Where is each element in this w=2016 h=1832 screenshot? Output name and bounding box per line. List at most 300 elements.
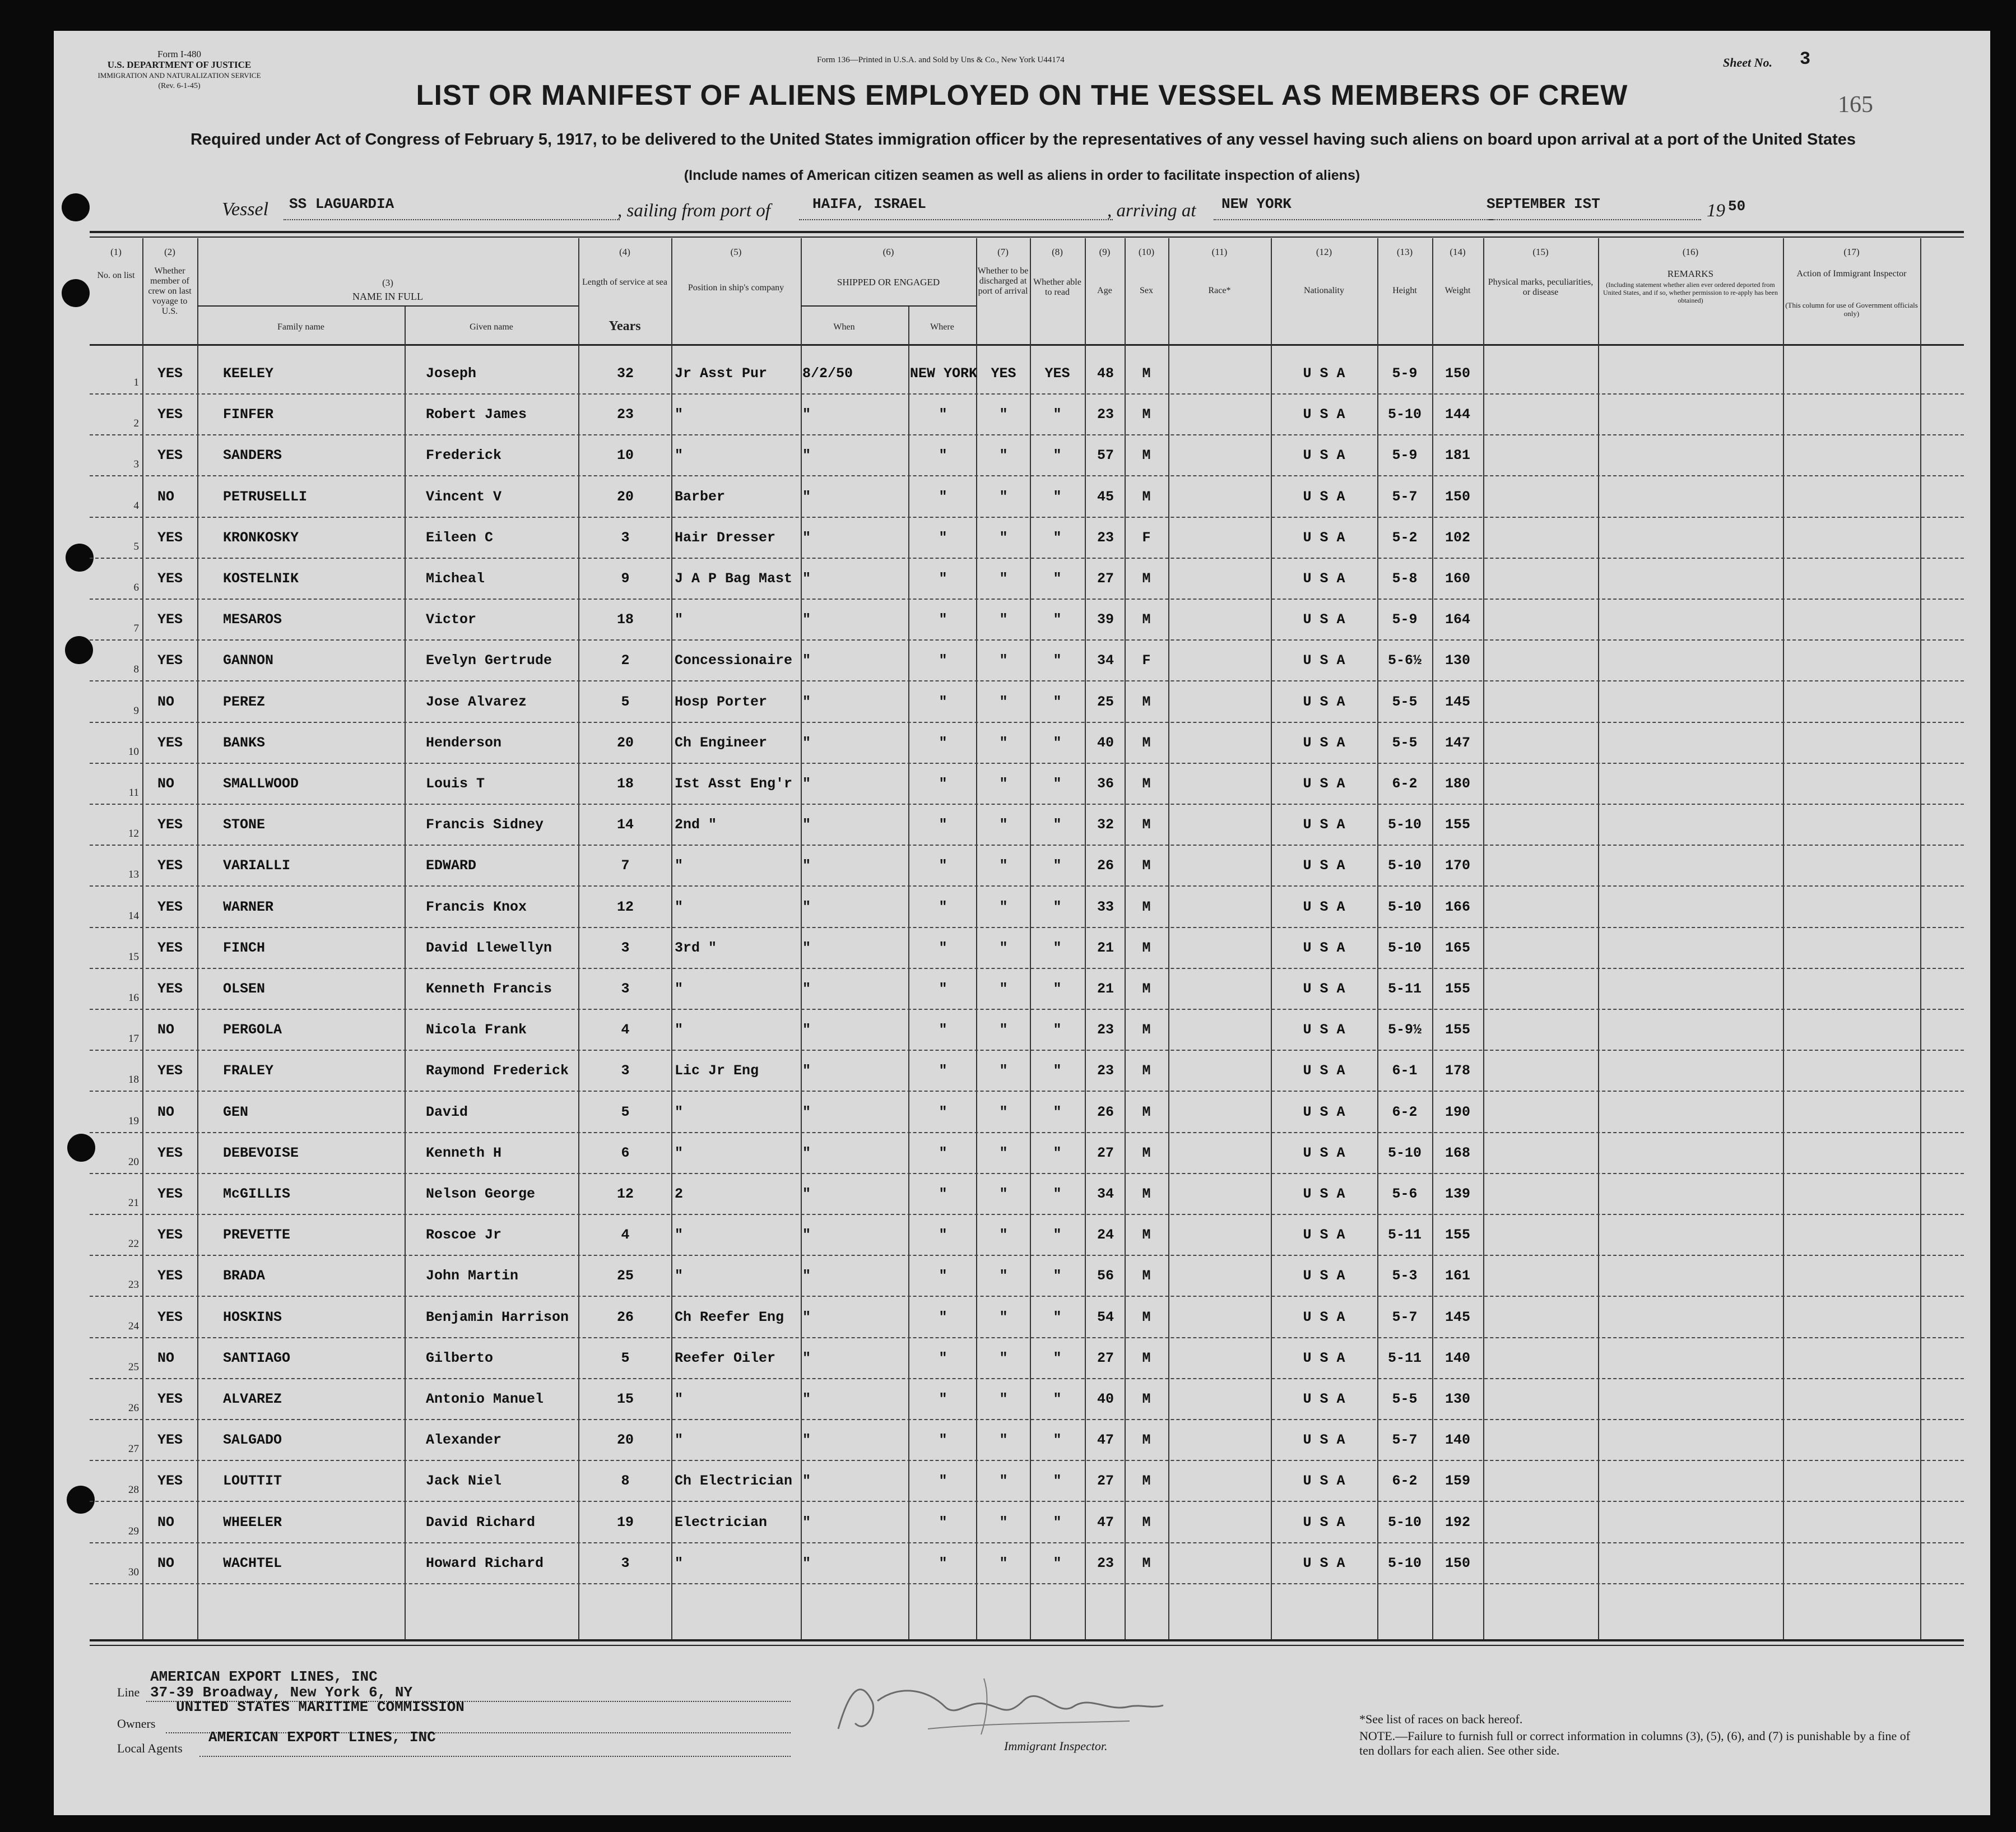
- cell-shipped-when: ": [802, 1022, 811, 1038]
- agents-label: Local Agents: [117, 1741, 183, 1755]
- cell-years-service: 20: [616, 1432, 634, 1449]
- cell-height: 5-10: [1387, 939, 1422, 956]
- cell-shipped-when: ": [802, 734, 811, 751]
- cell-discharged: ": [999, 734, 1008, 751]
- cell-given-name: David Richard: [426, 1514, 536, 1530]
- cell-nationality: U S A: [1303, 611, 1345, 628]
- vessel-label: Vessel: [222, 199, 269, 220]
- row-separator: [90, 885, 1964, 887]
- cell-nationality: U S A: [1303, 488, 1345, 505]
- cell-nationality: U S A: [1303, 776, 1345, 792]
- cell-weight: 165: [1444, 939, 1470, 956]
- cell-age: 21: [1097, 939, 1114, 956]
- cell-discharged: ": [999, 1391, 1008, 1407]
- cell-sex: M: [1142, 981, 1151, 997]
- row-separator: [90, 1501, 1964, 1502]
- cell-shipped-where: ": [939, 898, 947, 915]
- cell-weight: 159: [1444, 1473, 1470, 1490]
- cell-able-to-read: ": [1053, 776, 1062, 792]
- service-name: IMMIGRATION AND NATURALIZATION SERVICE: [97, 71, 261, 80]
- cell-sex: M: [1142, 1555, 1151, 1571]
- cell-discharged: ": [999, 447, 1008, 464]
- cell-height: 5-5: [1392, 734, 1418, 751]
- cell-height: 5-5: [1392, 1391, 1418, 1407]
- year-suffix: 50: [1728, 198, 1746, 215]
- cell-weight: 170: [1444, 857, 1470, 874]
- cell-age: 27: [1097, 1144, 1114, 1161]
- cell-weight: 145: [1444, 693, 1470, 710]
- cell-years-service: 18: [616, 611, 634, 628]
- punch-hole: [62, 279, 90, 307]
- cell-last-voyage: YES: [157, 1186, 183, 1202]
- cell-row-number: 21: [128, 1197, 139, 1209]
- cell-position: Concessionaire: [675, 652, 793, 669]
- row-separator: [90, 845, 1964, 846]
- cell-shipped-when: ": [802, 817, 811, 833]
- cell-row-number: 18: [128, 1074, 139, 1086]
- cell-height: 6-2: [1392, 1473, 1418, 1490]
- cell-shipped-when: ": [802, 693, 811, 710]
- cell-sex: M: [1142, 817, 1151, 833]
- race-note: *See list of races on back hereof.: [1359, 1712, 1523, 1726]
- cell-sex: M: [1142, 1309, 1151, 1325]
- cell-shipped-where: ": [939, 1103, 947, 1120]
- cell-shipped-where: ": [939, 817, 947, 833]
- row-separator: [90, 1542, 1964, 1543]
- cell-given-name: Roscoe Jr: [426, 1227, 502, 1244]
- cell-discharged: ": [999, 817, 1008, 833]
- cell-weight: 145: [1444, 1309, 1470, 1325]
- cell-last-voyage: YES: [157, 857, 183, 874]
- arriving-label: , arriving at: [1107, 201, 1196, 221]
- cell-weight: 192: [1444, 1514, 1470, 1530]
- cell-last-voyage: YES: [157, 1432, 183, 1449]
- cell-family-name: WHEELER: [223, 1514, 282, 1530]
- cell-family-name: FINFER: [223, 406, 274, 423]
- cell-row-number: 20: [128, 1156, 139, 1168]
- cell-given-name: Eileen C: [426, 529, 494, 546]
- cell-given-name: EDWARD: [426, 857, 477, 874]
- cell-shipped-where: ": [939, 652, 947, 669]
- cell-age: 40: [1097, 734, 1114, 751]
- form-number: Form I-480: [157, 49, 201, 59]
- cell-years-service: 4: [621, 1227, 630, 1244]
- cell-discharged: YES: [991, 365, 1016, 382]
- cell-age: 23: [1097, 1063, 1114, 1079]
- cell-years-service: 9: [621, 571, 630, 587]
- cell-weight: 155: [1444, 1227, 1470, 1244]
- table-bottom-rule: [90, 1639, 1964, 1641]
- cell-years-service: 3: [621, 981, 630, 997]
- cell-family-name: BRADA: [223, 1268, 266, 1284]
- cell-last-voyage: YES: [157, 611, 183, 628]
- cell-age: 21: [1097, 981, 1114, 997]
- cell-sex: F: [1142, 652, 1151, 669]
- cell-years-service: 3: [621, 529, 630, 546]
- cell-family-name: VARIALLI: [223, 857, 291, 874]
- cell-discharged: ": [999, 1349, 1008, 1366]
- cell-given-name: Joseph: [426, 365, 477, 382]
- cell-height: 5-2: [1392, 529, 1418, 546]
- cell-sex: M: [1142, 898, 1151, 915]
- cell-position: ": [675, 406, 684, 423]
- department-name: U.S. DEPARTMENT OF JUSTICE: [107, 59, 252, 70]
- cell-age: 47: [1097, 1432, 1114, 1449]
- col-label-shipped: SHIPPED OR ENGAGED: [837, 277, 940, 287]
- cell-row-number: 4: [133, 499, 139, 512]
- cell-discharged: ": [999, 1103, 1008, 1120]
- cell-weight: 130: [1444, 1391, 1470, 1407]
- cell-row-number: 29: [128, 1525, 139, 1537]
- cell-position: Ch Reefer Eng: [675, 1309, 784, 1325]
- cell-shipped-where: ": [939, 1186, 947, 1202]
- cell-given-name: Louis T: [426, 776, 485, 792]
- cell-row-number: 24: [128, 1320, 139, 1332]
- cell-able-to-read: ": [1053, 406, 1062, 423]
- cell-row-number: 23: [128, 1279, 139, 1291]
- agents-value: AMERICAN EXPORT LINES, INC: [208, 1729, 436, 1746]
- cell-weight: 150: [1444, 1555, 1470, 1571]
- cell-position: Jr Asst Pur: [675, 365, 768, 382]
- cell-position: ": [675, 611, 684, 628]
- cell-able-to-read: ": [1053, 1227, 1062, 1244]
- cell-discharged: ": [999, 1022, 1008, 1038]
- cell-last-voyage: YES: [157, 571, 183, 587]
- cell-shipped-when: ": [802, 1391, 811, 1407]
- arrival-port: NEW YORK: [1221, 196, 1292, 212]
- cell-years-service: 3: [621, 1063, 630, 1079]
- cell-last-voyage: YES: [157, 898, 183, 915]
- row-separator: [90, 517, 1964, 518]
- cell-years-service: 20: [616, 734, 634, 751]
- cell-weight: 147: [1444, 734, 1470, 751]
- cell-shipped-when: ": [802, 652, 811, 669]
- cell-height: 5-8: [1392, 571, 1418, 587]
- cell-shipped-when: ": [802, 1186, 811, 1202]
- cell-position: ": [675, 1103, 684, 1120]
- cell-age: 57: [1097, 447, 1114, 464]
- cell-years-service: 5: [621, 1103, 630, 1120]
- cell-nationality: U S A: [1303, 406, 1345, 423]
- cell-family-name: MESAROS: [223, 611, 282, 628]
- cell-last-voyage: YES: [157, 1227, 183, 1244]
- cell-able-to-read: ": [1053, 571, 1062, 587]
- cell-position: ": [675, 1227, 684, 1244]
- cell-shipped-when: ": [802, 571, 811, 587]
- line-value: AMERICAN EXPORT LINES, INC: [150, 1668, 378, 1685]
- cell-able-to-read: ": [1053, 1432, 1062, 1449]
- cell-years-service: 8: [621, 1473, 630, 1490]
- cell-nationality: U S A: [1303, 939, 1345, 956]
- row-separator: [90, 475, 1964, 476]
- cell-weight: 164: [1444, 611, 1470, 628]
- cell-last-voyage: NO: [157, 1022, 175, 1038]
- cell-weight: 144: [1444, 406, 1470, 423]
- col-label-height: Height: [1392, 286, 1417, 295]
- cell-age: 39: [1097, 611, 1114, 628]
- cell-shipped-when: ": [802, 1309, 811, 1325]
- cell-shipped-when: ": [802, 1268, 811, 1284]
- cell-weight: 161: [1444, 1268, 1470, 1284]
- cell-given-name: Frederick: [426, 447, 502, 464]
- punch-hole: [62, 193, 90, 221]
- cell-position: ": [675, 857, 684, 874]
- cell-years-service: 2: [621, 652, 630, 669]
- cell-height: 5-10: [1387, 1514, 1422, 1530]
- cell-given-name: Alexander: [426, 1432, 502, 1449]
- cell-years-service: 3: [621, 939, 630, 956]
- cell-family-name: GANNON: [223, 652, 274, 669]
- cell-given-name: John Martin: [426, 1268, 519, 1284]
- cell-nationality: U S A: [1303, 1063, 1345, 1079]
- row-separator: [90, 927, 1964, 928]
- cell-height: 5-11: [1387, 1227, 1422, 1244]
- cell-shipped-where: ": [939, 1063, 947, 1079]
- cell-row-number: 28: [128, 1484, 139, 1496]
- row-separator: [90, 1296, 1964, 1297]
- cell-height: 5-3: [1392, 1268, 1418, 1284]
- cell-family-name: SANDERS: [223, 447, 282, 464]
- cell-family-name: SALGADO: [223, 1432, 282, 1449]
- cell-sex: M: [1142, 1227, 1151, 1244]
- cell-given-name: Kenneth Francis: [426, 981, 552, 997]
- cell-shipped-when: ": [802, 447, 811, 464]
- cell-weight: 150: [1444, 365, 1470, 382]
- cell-discharged: ": [999, 1432, 1008, 1449]
- cell-sex: M: [1142, 447, 1151, 464]
- cell-family-name: PERGOLA: [223, 1022, 282, 1038]
- row-separator: [90, 1378, 1964, 1379]
- col-label-nationality: Nationality: [1304, 286, 1344, 295]
- cell-nationality: U S A: [1303, 693, 1345, 710]
- cell-discharged: ": [999, 1309, 1008, 1325]
- cell-height: 5-7: [1392, 488, 1418, 505]
- row-separator: [90, 722, 1964, 723]
- cell-position: Lic Jr Eng: [675, 1063, 759, 1079]
- cell-able-to-read: ": [1053, 817, 1062, 833]
- cell-sex: M: [1142, 611, 1151, 628]
- cell-row-number: 19: [128, 1115, 139, 1127]
- cell-given-name: Kenneth H: [426, 1144, 502, 1161]
- cell-able-to-read: ": [1053, 1555, 1062, 1571]
- col-label-discharged: Whether to be discharged at port of arrival: [977, 266, 1029, 296]
- cell-position: ": [675, 1555, 684, 1571]
- cell-sex: F: [1142, 529, 1151, 546]
- cell-nationality: U S A: [1303, 447, 1345, 464]
- cell-height: 5-10: [1387, 1555, 1422, 1571]
- cell-family-name: WARNER: [223, 898, 274, 915]
- cell-able-to-read: ": [1053, 447, 1062, 464]
- cell-height: 5-9: [1392, 365, 1418, 382]
- cell-sex: M: [1142, 488, 1151, 505]
- cell-shipped-where: ": [939, 571, 947, 587]
- cell-nationality: U S A: [1303, 1555, 1345, 1571]
- sheet-number: 3: [1800, 49, 1811, 69]
- row-separator: [90, 1460, 1964, 1461]
- cell-able-to-read: ": [1053, 1103, 1062, 1120]
- cell-able-to-read: ": [1053, 1309, 1062, 1325]
- cell-row-number: 27: [128, 1443, 139, 1455]
- cell-given-name: Micheal: [426, 571, 485, 587]
- cell-shipped-where: ": [939, 1432, 947, 1449]
- cell-nationality: U S A: [1303, 734, 1345, 751]
- cell-row-number: 12: [128, 828, 139, 840]
- cell-shipped-when: ": [802, 611, 811, 628]
- row-separator: [90, 1255, 1964, 1256]
- cell-discharged: ": [999, 981, 1008, 997]
- cell-nationality: U S A: [1303, 1391, 1345, 1407]
- arrival-date: SEPTEMBER IST: [1487, 196, 1600, 212]
- cell-age: 45: [1097, 488, 1114, 505]
- cell-position: Ch Electrician: [675, 1473, 793, 1490]
- cell-sex: M: [1142, 365, 1151, 382]
- cell-years-service: 15: [616, 1391, 634, 1407]
- cell-family-name: PEREZ: [223, 693, 266, 710]
- cell-position: J A P Bag Mast: [675, 571, 793, 587]
- cell-position: ": [675, 447, 684, 464]
- cell-sex: M: [1142, 1432, 1151, 1449]
- cell-height: 5-5: [1392, 693, 1418, 710]
- cell-able-to-read: YES: [1044, 365, 1070, 382]
- cell-able-to-read: ": [1053, 1473, 1062, 1490]
- cell-sex: M: [1142, 693, 1151, 710]
- cell-age: 26: [1097, 857, 1114, 874]
- cell-discharged: ": [999, 611, 1008, 628]
- row-separator: [90, 1050, 1964, 1051]
- cell-row-number: 26: [128, 1402, 139, 1414]
- cell-weight: 150: [1444, 488, 1470, 505]
- cell-shipped-where: ": [939, 734, 947, 751]
- cell-position: Reefer Oiler: [675, 1349, 776, 1366]
- cell-row-number: 8: [133, 664, 139, 676]
- col-label-family-name: Family name: [277, 322, 324, 332]
- table-top-rule-2: [90, 236, 1964, 238]
- cell-age: 27: [1097, 571, 1114, 587]
- cell-years-service: 20: [616, 488, 634, 505]
- cell-shipped-where: ": [939, 1514, 947, 1530]
- cell-last-voyage: NO: [157, 693, 175, 710]
- cell-shipped-when: ": [802, 1227, 811, 1244]
- cell-last-voyage: NO: [157, 776, 175, 792]
- cell-row-number: 17: [128, 1033, 139, 1045]
- cell-shipped-where: ": [939, 1349, 947, 1366]
- cell-given-name: David Llewellyn: [426, 939, 552, 956]
- cell-years-service: 19: [616, 1514, 634, 1530]
- col-label-read: Whether able to read: [1033, 277, 1081, 297]
- cell-family-name: FRALEY: [223, 1063, 274, 1079]
- cell-age: 23: [1097, 406, 1114, 423]
- cell-height: 5-7: [1392, 1309, 1418, 1325]
- cell-age: 23: [1097, 529, 1114, 546]
- cell-given-name: David: [426, 1103, 468, 1120]
- cell-family-name: FINCH: [223, 939, 266, 956]
- cell-height: 5-10: [1387, 817, 1422, 833]
- cell-row-number: 1: [133, 377, 139, 388]
- cell-given-name: Henderson: [426, 734, 502, 751]
- cell-row-number: 25: [128, 1361, 139, 1373]
- cell-nationality: U S A: [1303, 1514, 1345, 1530]
- cell-shipped-where: ": [939, 1227, 947, 1244]
- cell-able-to-read: ": [1053, 1144, 1062, 1161]
- cell-family-name: SANTIAGO: [223, 1349, 291, 1366]
- row-separator: [90, 558, 1964, 559]
- penalty-note: NOTE.—Failure to furnish full or correct information in columns (3), (5), (6), and (7) is punishable by a fine of ten dollars for each alien. See other side.: [1359, 1729, 1911, 1757]
- table-bottom-rule-2: [90, 1645, 1964, 1646]
- owners-label: Owners: [117, 1717, 156, 1731]
- table-top-rule: [90, 231, 1964, 233]
- cell-family-name: LOUTTIT: [223, 1473, 282, 1490]
- cell-height: 5-10: [1387, 898, 1422, 915]
- cell-family-name: SMALLWOOD: [223, 776, 299, 792]
- cell-given-name: Antonio Manuel: [426, 1391, 544, 1407]
- cell-last-voyage: NO: [157, 488, 175, 505]
- cell-discharged: ": [999, 1227, 1008, 1244]
- year-prefix: 19: [1707, 201, 1725, 221]
- col-label-where: Where: [930, 322, 954, 332]
- cell-weight: 155: [1444, 981, 1470, 997]
- cell-years-service: 3: [621, 1555, 630, 1571]
- cell-years-service: 26: [616, 1309, 634, 1325]
- cell-years-service: 5: [621, 1349, 630, 1366]
- cell-sex: M: [1142, 406, 1151, 423]
- cell-shipped-where: ": [939, 981, 947, 997]
- cell-position: Barber: [675, 488, 726, 505]
- page-stamp: 165: [1838, 92, 1873, 118]
- cell-sex: M: [1142, 571, 1151, 587]
- cell-age: 26: [1097, 1103, 1114, 1120]
- cell-able-to-read: ": [1053, 693, 1062, 710]
- cell-age: 36: [1097, 776, 1114, 792]
- cell-age: 27: [1097, 1473, 1114, 1490]
- cell-sex: M: [1142, 1473, 1151, 1490]
- cell-last-voyage: YES: [157, 406, 183, 423]
- cell-weight: 102: [1444, 529, 1470, 546]
- cell-sex: M: [1142, 1186, 1151, 1202]
- cell-weight: 178: [1444, 1063, 1470, 1079]
- cell-nationality: U S A: [1303, 981, 1345, 997]
- cell-row-number: 5: [133, 540, 139, 553]
- cell-years-service: 14: [616, 817, 634, 833]
- cell-able-to-read: ": [1053, 857, 1062, 874]
- cell-last-voyage: YES: [157, 1391, 183, 1407]
- cell-shipped-when: ": [802, 981, 811, 997]
- cell-given-name: Francis Sidney: [426, 817, 544, 833]
- cell-shipped-where: ": [939, 1555, 947, 1571]
- cell-nationality: U S A: [1303, 652, 1345, 669]
- cell-years-service: 18: [616, 776, 634, 792]
- cell-shipped-where: ": [939, 611, 947, 628]
- page-title: LIST OR MANIFEST OF ALIENS EMPLOYED ON THE VESSEL AS MEMBERS OF CREW: [416, 79, 1628, 111]
- cell-position: ": [675, 1022, 684, 1038]
- col-label-name: NAME IN FULL: [352, 291, 423, 302]
- cell-able-to-read: ": [1053, 981, 1062, 997]
- cell-weight: 190: [1444, 1103, 1470, 1120]
- cell-weight: 160: [1444, 571, 1470, 587]
- cell-years-service: 12: [616, 1186, 634, 1202]
- cell-height: 5-10: [1387, 406, 1422, 423]
- printer-line: Form 136—Printed in U.S.A. and Sold by Uns & Co., New York U44174: [817, 55, 1065, 64]
- row-separator: [90, 680, 1964, 681]
- cell-height: 5-9: [1392, 447, 1418, 464]
- cell-discharged: ": [999, 529, 1008, 546]
- cell-position: Ch Engineer: [675, 734, 768, 751]
- cell-years-service: 10: [616, 447, 634, 464]
- cell-discharged: ": [999, 939, 1008, 956]
- cell-discharged: ": [999, 857, 1008, 874]
- cell-shipped-where: ": [939, 1144, 947, 1161]
- cell-position: 2: [675, 1186, 684, 1202]
- cell-last-voyage: YES: [157, 939, 183, 956]
